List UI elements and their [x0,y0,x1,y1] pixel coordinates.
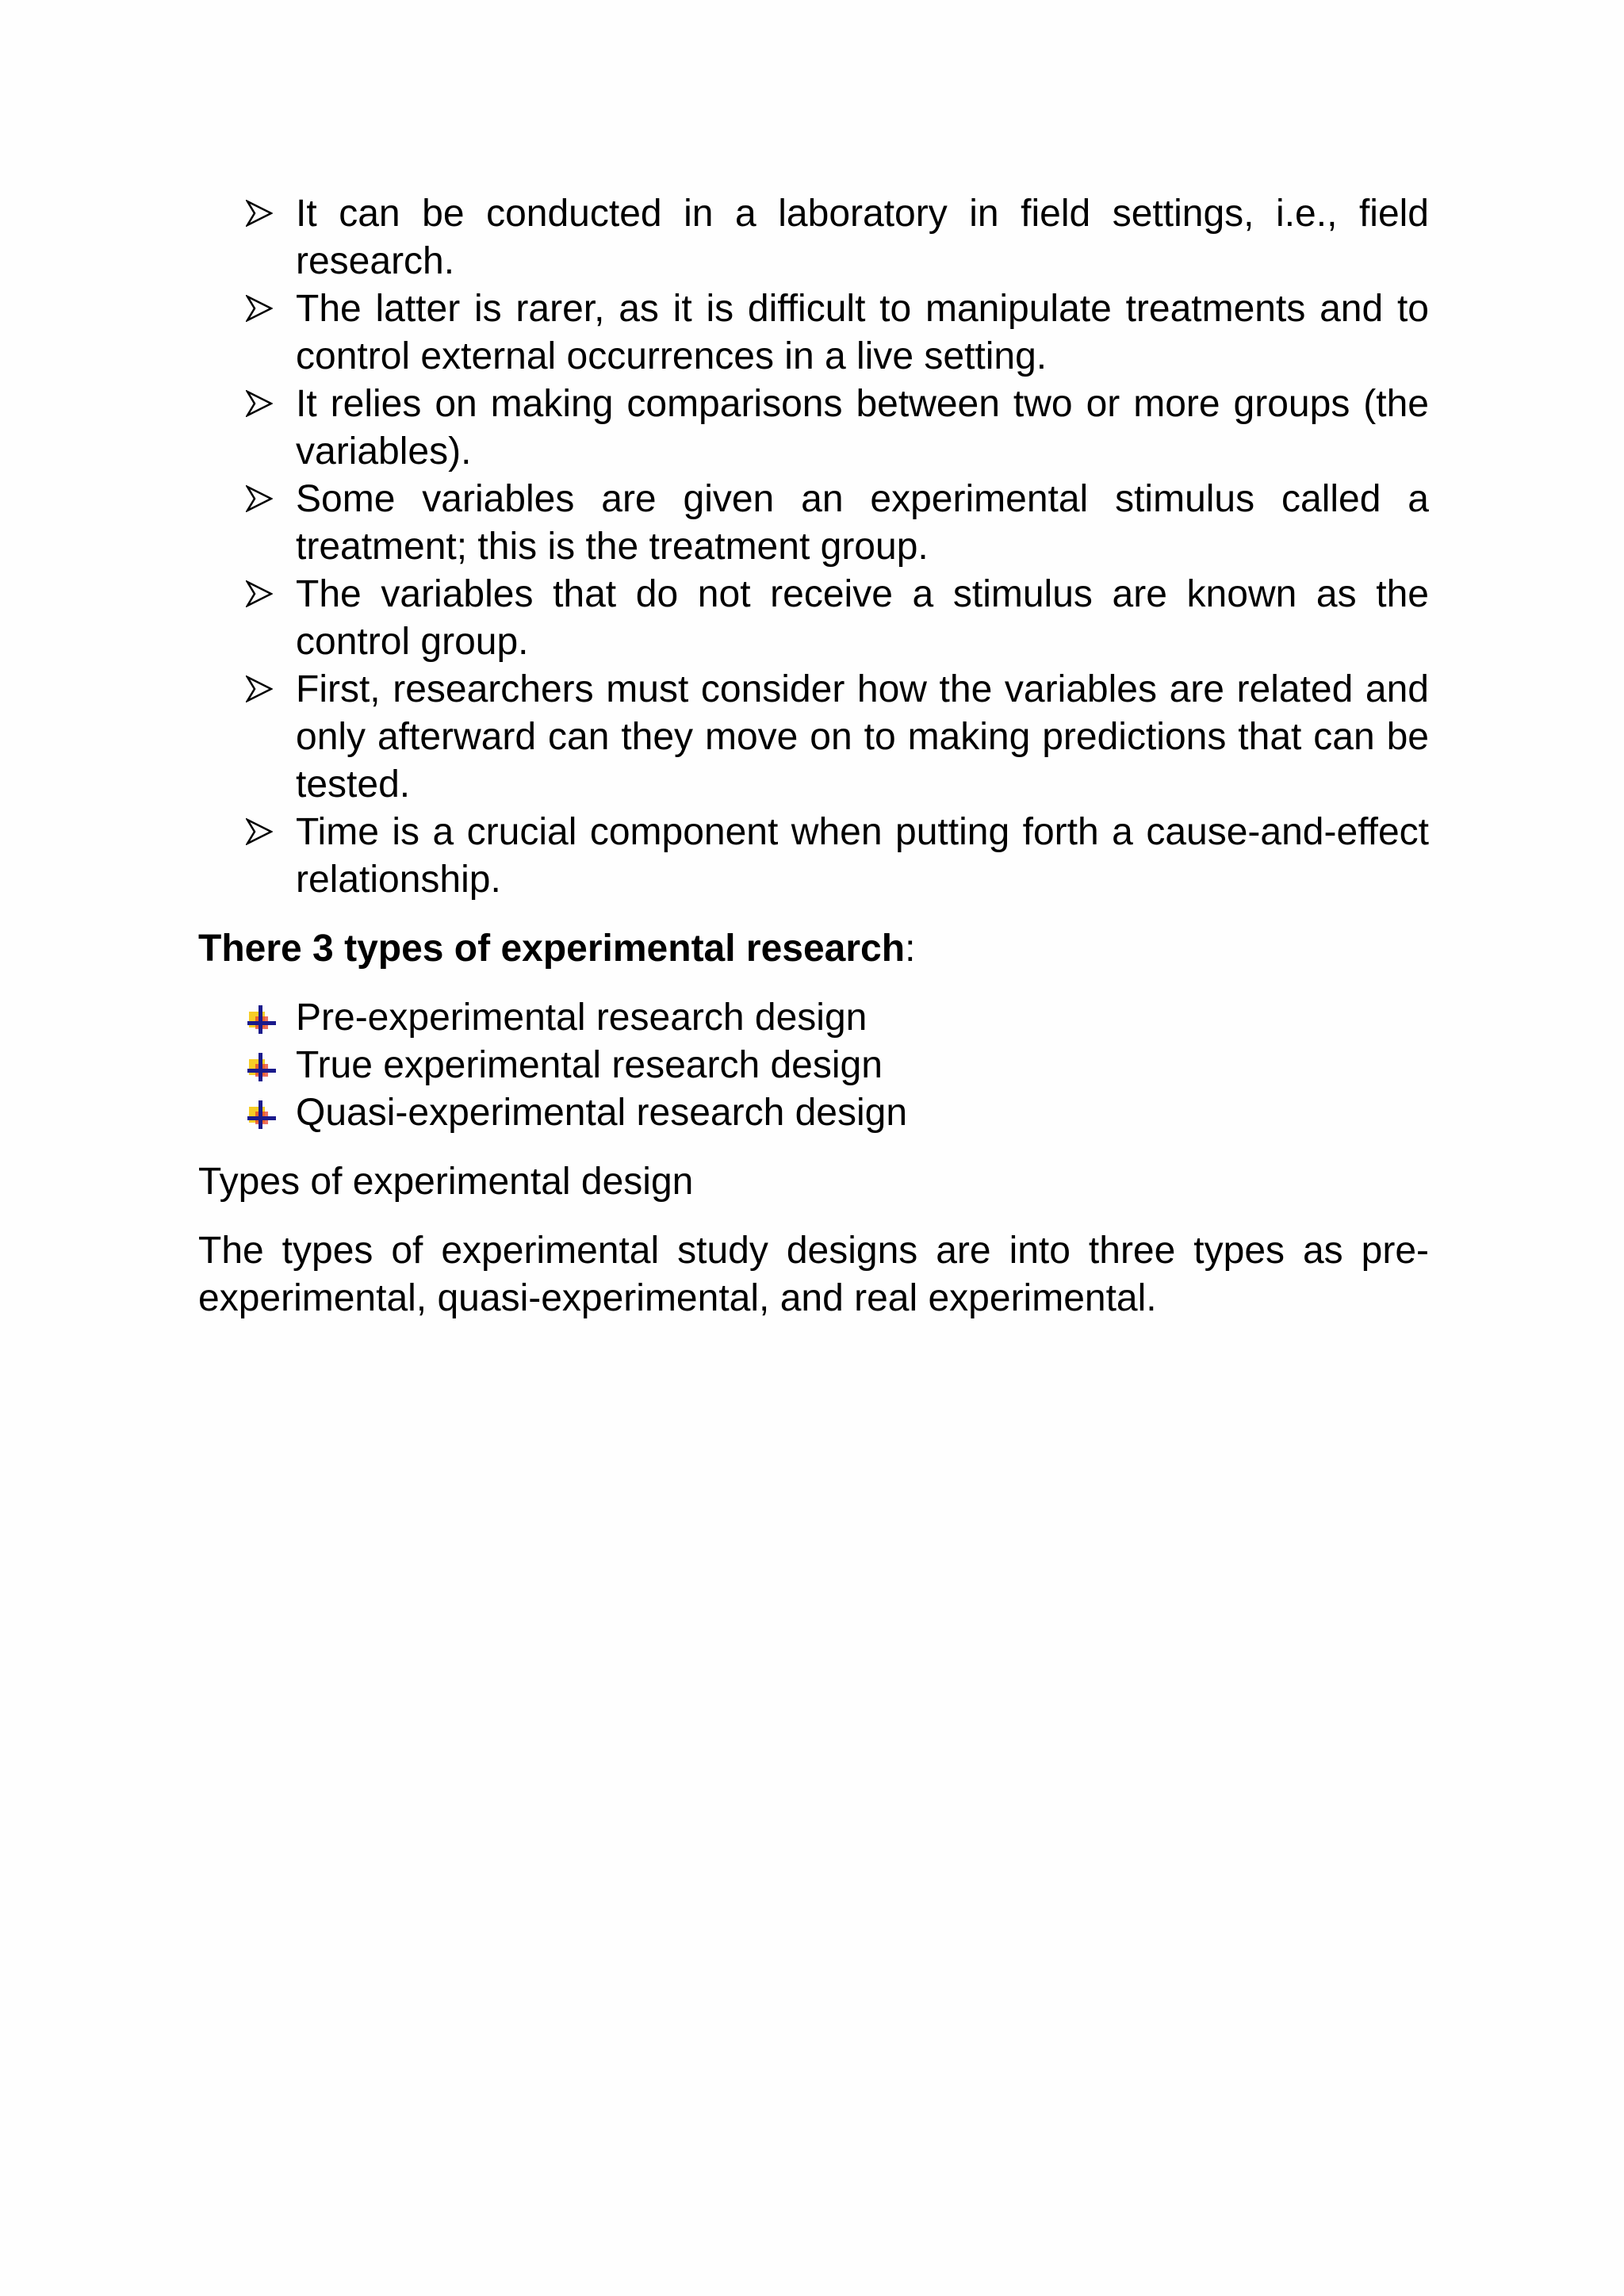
list-item [198,381,1429,476]
types-heading-text: There 3 types of experimental research [198,928,906,970]
list-item-text: First, researchers must consider how the variables are related and only afterward can they move on to making predictions that can be tested. [296,668,1429,806]
list-item [198,1089,1429,1137]
list-item [198,285,1429,381]
list-item-text: Pre-experimental research design [296,997,868,1039]
list-item [198,809,1429,904]
colored-cross-icon [246,1004,278,1035]
types-heading-colon: : [905,928,916,970]
list-item-text: Quasi-experimental research design [296,1092,908,1134]
list-item-text: It relies on making comparisons between two or more groups (the variables). [296,383,1429,473]
list-item [198,190,1429,285]
body-paragraph: The types of experimental study designs are into three types as pre-experimental, quasi-experimental, and real experimental. [198,1230,1429,1319]
list-item-text: True experimental research design [296,1044,883,1086]
list-item [198,994,1429,1042]
page-content [198,190,1429,1322]
arrowhead-icon [246,485,273,512]
arrowhead-icon [246,818,273,845]
list-item-text: The variables that do not receive a stimulus are known as the control group. [296,573,1429,663]
list-item [198,571,1429,666]
list-item-text: It can be conducted in a laboratory in field settings, i.e., field research. [296,193,1429,282]
arrowhead-icon [246,200,273,227]
list-item-text: The latter is rarer, as it is difficult to manipulate treatments and to control external occurrences in a live setting. [296,288,1429,377]
feature-bullet-list [198,190,1429,904]
design-subheading: Types of experimental design [198,1161,694,1203]
list-item [198,666,1429,809]
colored-cross-icon [246,1099,278,1131]
arrowhead-icon [246,390,273,417]
list-item [198,476,1429,571]
colored-cross-icon [246,1051,278,1083]
arrowhead-icon [246,580,273,607]
arrowhead-icon [246,295,273,322]
types-heading [198,925,1429,973]
list-item-text: Some variables are given an experimental stimulus called a treatment; this is the treatment group. [296,478,1429,568]
types-list [198,994,1429,1137]
arrowhead-icon [246,675,273,702]
list-item [198,1042,1429,1089]
list-item-text: Time is a crucial component when putting forth a cause-and-effect relationship. [296,811,1429,901]
